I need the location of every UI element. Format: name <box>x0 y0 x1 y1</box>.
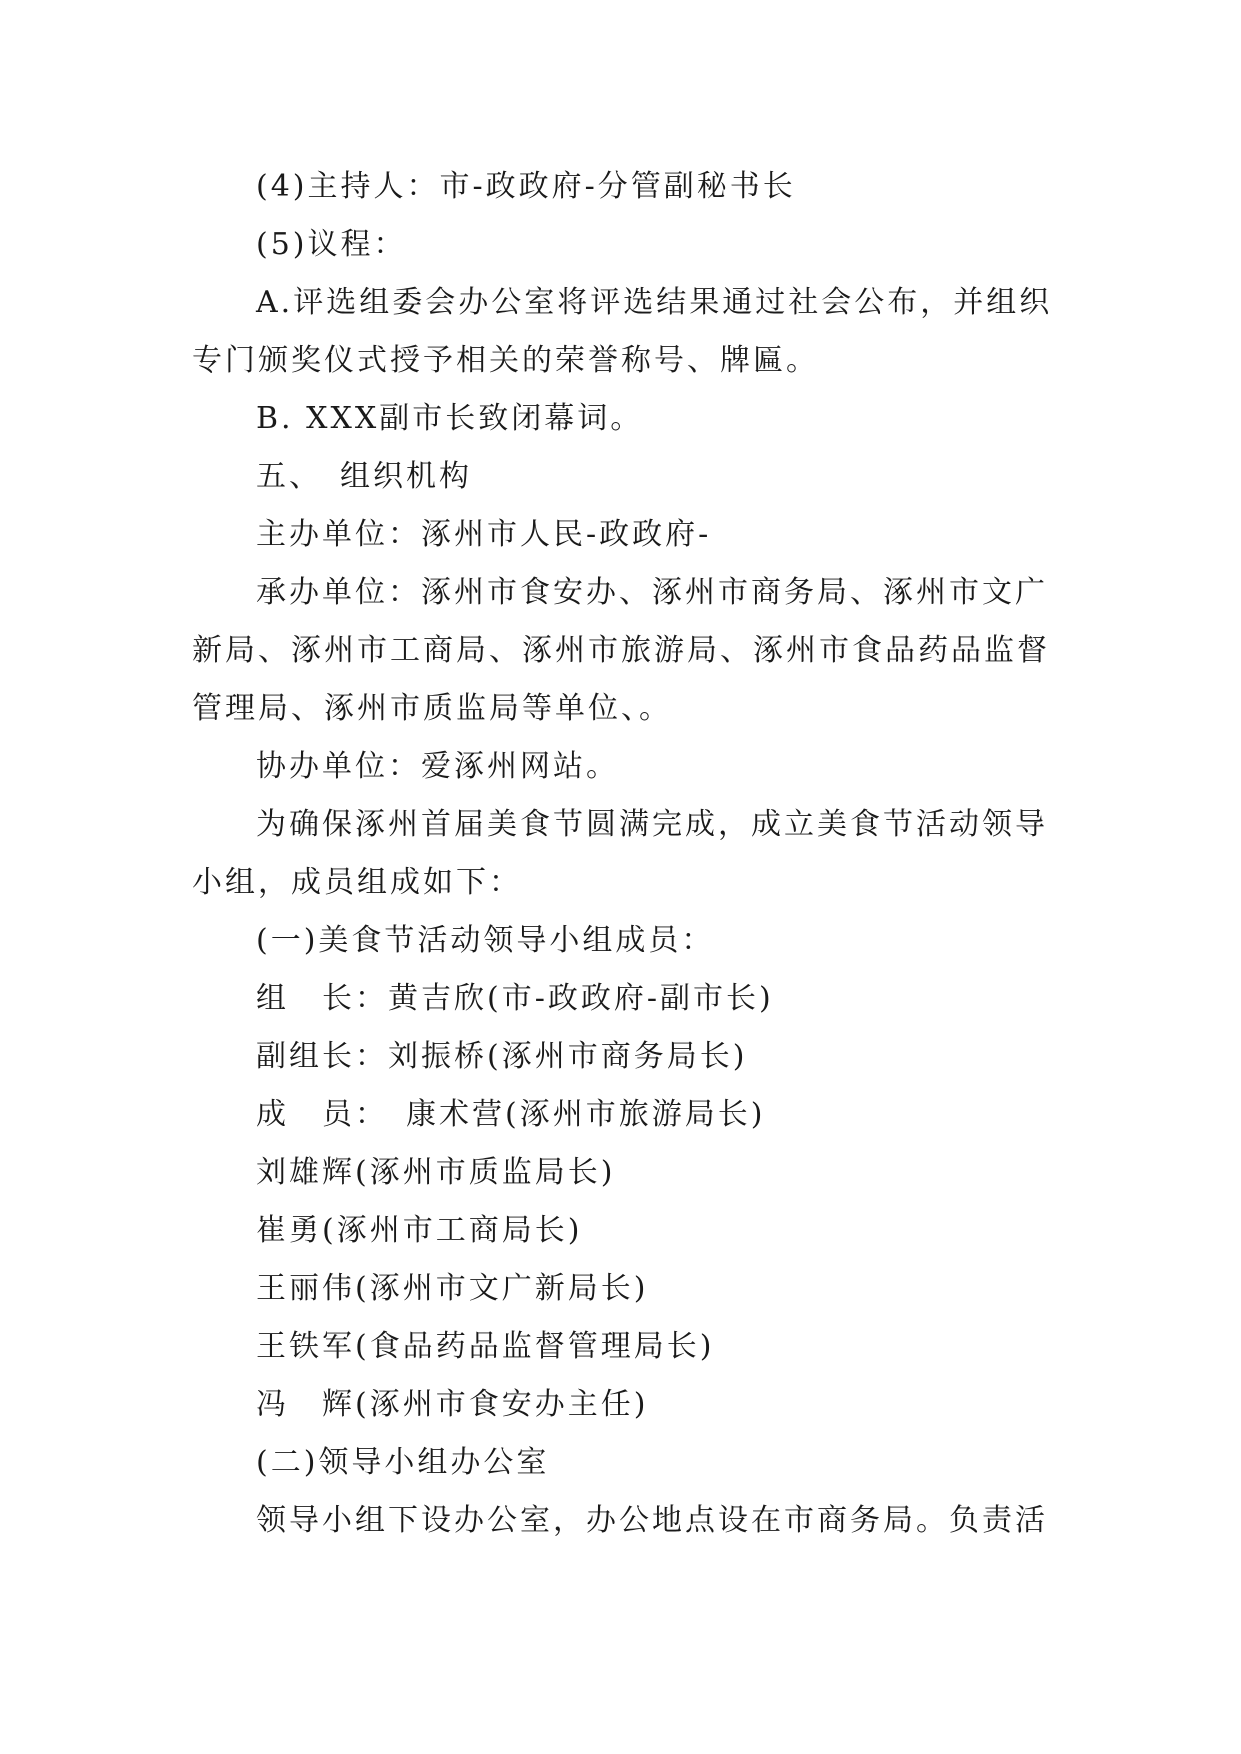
document-line: 副组长：刘振桥(涿州市商务局长) <box>256 1039 748 1074</box>
document-line: 承办单位：涿州市食安办、涿州市商务局、涿州市文广 <box>256 575 1048 610</box>
document-line: (5)议程： <box>256 227 407 262</box>
document-line: 管理局、涿州市质监局等单位、。 <box>192 691 672 726</box>
document-line: B. XXX副市长致闭幕词。 <box>256 401 644 436</box>
document-line: 为确保涿州首届美食节圆满完成，成立美食节活动领导 <box>256 807 1048 842</box>
document-line: A.评选组委会办公室将评选结果通过社会公布，并组织 <box>256 285 1052 320</box>
document-line: 刘雄辉(涿州市质监局长) <box>256 1155 616 1190</box>
document-line: 王丽伟(涿州市文广新局长) <box>256 1271 649 1306</box>
document-line: (一)美食节活动领导小组成员： <box>256 923 715 958</box>
document-line: 新局、涿州市工商局、涿州市旅游局、涿州市食品药品监督 <box>192 633 1050 668</box>
document-line: 组 长：黄吉欣(市-政政府-副市长) <box>256 981 774 1016</box>
document-line: 小组，成员组成如下： <box>192 865 522 900</box>
document-line: 冯 辉(涿州市食安办主任) <box>256 1387 649 1422</box>
document-line: 崔勇(涿州市工商局长) <box>256 1213 583 1248</box>
document-body <box>192 158 1052 1550</box>
document-line: 专门颁奖仪式授予相关的荣誉称号、牌匾。 <box>192 343 819 378</box>
document-line: 领导小组下设办公室，办公地点设在市商务局。负责活 <box>256 1503 1048 1538</box>
document-line: 协办单位：爱涿州网站。 <box>256 749 619 784</box>
document-line: 主办单位：涿州市人民-政政府- <box>256 517 712 552</box>
document-line: 成 员： 康术营(涿州市旅游局长) <box>256 1097 766 1132</box>
document-line: 王铁军(食品药品监督管理局长) <box>256 1329 715 1364</box>
document-line: 五、 组织机构 <box>256 459 472 494</box>
document-line: (4)主持人：市-政政府-分管副秘书长 <box>256 169 796 204</box>
document-line: (二)领导小组办公室 <box>256 1445 550 1480</box>
